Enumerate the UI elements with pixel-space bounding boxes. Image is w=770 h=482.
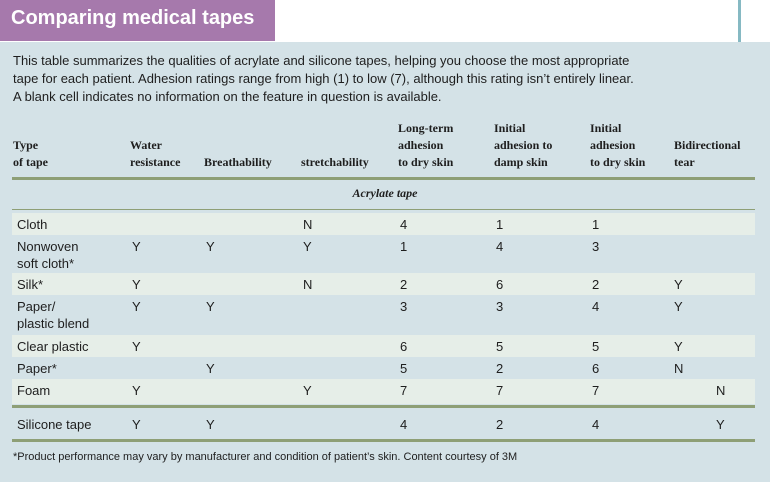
tape-type-cell — [17, 238, 78, 272]
rating-cell: Y — [206, 299, 215, 314]
tape-type-line: Foam — [17, 383, 51, 398]
column-header-line: Initial — [494, 121, 526, 135]
rating-cell: Y — [132, 299, 141, 314]
tape-type-line: soft cloth* — [17, 256, 75, 271]
rating-cell: 4 — [592, 299, 600, 314]
rating-cell: 1 — [592, 217, 600, 232]
table-row — [12, 235, 755, 273]
tape-type-line: Clear plastic — [17, 339, 89, 354]
column-header-line: Long-term — [398, 121, 454, 135]
column-header-line: Type — [13, 138, 39, 152]
column-header — [13, 137, 48, 171]
header-accent-rule — [738, 0, 741, 42]
rating-cell: N — [303, 277, 313, 292]
column-header — [674, 137, 740, 171]
column-header-line: adhesion — [590, 138, 636, 152]
title-banner — [0, 0, 275, 41]
rating-cell: Y — [206, 239, 215, 254]
rating-cell: Y — [716, 417, 725, 432]
rating-cell: 6 — [400, 339, 408, 354]
column-header — [130, 137, 180, 171]
rating-cell: 1 — [400, 239, 408, 254]
tape-type-line: Silicone tape — [17, 417, 92, 432]
table-row — [12, 213, 755, 235]
rating-cell: 2 — [496, 361, 504, 376]
rating-cell: 3 — [496, 299, 504, 314]
intro-line: This table summarizes the qualities of acrylate and silicone tapes, helping you choose the most appropriate — [13, 53, 630, 68]
rating-cell: 5 — [592, 339, 600, 354]
rating-cell: Y — [674, 299, 683, 314]
tape-type-cell — [17, 276, 43, 293]
column-header-line: adhesion — [398, 138, 444, 152]
rating-cell: 2 — [400, 277, 408, 292]
tape-type-line: Nonwoven — [17, 239, 79, 254]
rating-cell: N — [303, 217, 313, 232]
column-header — [590, 120, 645, 171]
rating-cell: 1 — [496, 217, 504, 232]
tape-type-line: Paper/ — [17, 299, 56, 314]
column-header-line: of tape — [13, 155, 48, 169]
table-row — [12, 273, 755, 295]
rating-cell: Y — [674, 339, 683, 354]
tape-type-cell — [17, 416, 91, 433]
column-header-line: Breathability — [204, 155, 272, 169]
intro-line: tape for each patient. Adhesion ratings range from high (1) to low (7), although this rating isn’t entirely linear. — [13, 71, 634, 86]
table-row — [12, 295, 755, 335]
rating-cell: 7 — [496, 383, 504, 398]
tape-type-line: Paper* — [17, 361, 57, 376]
rating-cell: 5 — [496, 339, 504, 354]
tape-type-line: Cloth — [17, 217, 48, 232]
table-row — [12, 413, 755, 435]
column-header-line: stretchability — [301, 155, 369, 169]
rating-cell: 7 — [400, 383, 408, 398]
rating-cell: 4 — [400, 417, 408, 432]
rating-cell: 6 — [496, 277, 504, 292]
rating-cell: Y — [206, 361, 215, 376]
table-row — [12, 379, 755, 404]
column-header — [204, 154, 272, 171]
rating-cell: Y — [303, 239, 312, 254]
rating-cell: 3 — [592, 239, 600, 254]
rating-cell: 4 — [496, 239, 504, 254]
section-rule — [12, 209, 755, 210]
column-header-line: tear — [674, 155, 695, 169]
tape-type-cell — [17, 216, 47, 233]
rating-cell: 2 — [496, 417, 504, 432]
rating-cell: Y — [132, 277, 141, 292]
rating-cell: 5 — [400, 361, 408, 376]
header-rule — [12, 177, 755, 180]
section-label-acrylate: Acrylate tape — [352, 186, 418, 200]
rating-cell: N — [716, 383, 726, 398]
rating-cell: Y — [132, 239, 141, 254]
column-header-line: Water — [130, 138, 162, 152]
tape-type-line: plastic blend — [17, 316, 90, 331]
column-header — [301, 154, 369, 171]
rating-cell: 7 — [592, 383, 600, 398]
rating-cell: 4 — [400, 217, 408, 232]
column-header-line: to dry skin — [590, 155, 646, 169]
tape-type-cell — [17, 298, 89, 332]
tape-type-cell — [17, 382, 50, 399]
column-header-line: adhesion to — [494, 138, 553, 152]
rating-cell: 4 — [592, 417, 600, 432]
rating-cell: Y — [132, 417, 141, 432]
column-header-line: resistance — [130, 155, 181, 169]
column-header-line: damp skin — [494, 155, 548, 169]
intro-line: A blank cell indicates no information on the feature in question is available. — [13, 89, 442, 104]
rating-cell: 2 — [592, 277, 600, 292]
tape-type-cell — [17, 360, 57, 377]
rating-cell: 3 — [400, 299, 408, 314]
table-row — [12, 357, 755, 379]
column-header-line: to dry skin — [398, 155, 454, 169]
rating-cell: Y — [674, 277, 683, 292]
table-bottom-rule — [12, 439, 755, 442]
intro-paragraph — [13, 52, 759, 106]
rating-cell: Y — [132, 383, 141, 398]
rating-cell: Y — [303, 383, 312, 398]
rating-cell: 6 — [592, 361, 600, 376]
table-row — [12, 335, 755, 357]
tape-type-cell — [17, 338, 89, 355]
footnote: *Product performance may vary by manufacturer and condition of patient’s skin. Content courtesy of 3M — [13, 451, 518, 463]
column-header — [494, 120, 552, 171]
tape-type-line: Silk* — [17, 277, 44, 292]
silicone-top-rule — [12, 405, 755, 408]
page-title: Comparing medical tapes — [11, 7, 255, 29]
column-header-line: Bidirectional — [674, 138, 741, 152]
rating-cell: N — [674, 361, 684, 376]
rating-cell: Y — [132, 339, 141, 354]
column-header — [398, 120, 453, 171]
column-header-line: Initial — [590, 121, 622, 135]
rating-cell: Y — [206, 417, 215, 432]
